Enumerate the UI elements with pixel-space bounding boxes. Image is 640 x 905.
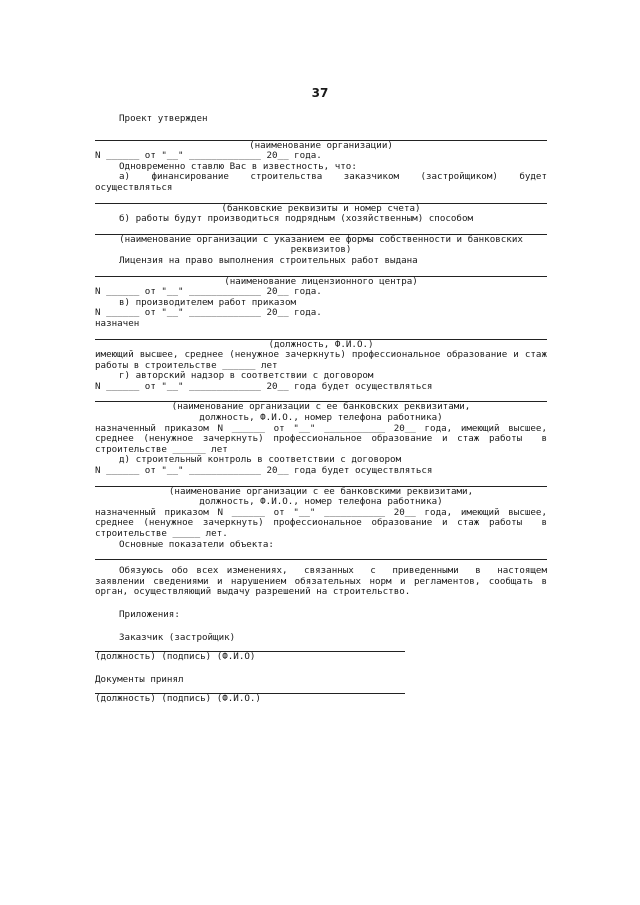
supervision-appointment: назначенный приказом N ______ от "__" ___________ 20__ года, имеющий высшее, среднее (ненужное зачеркнуть) профессиональное образование и стаж работы в строительстве ______ лет — [95, 422, 553, 455]
work-manager-name-field[interactable] — [95, 330, 547, 340]
application-document — [95, 113, 553, 705]
contractor-caption: (наименование организации с указанием ее формы собственности и банковских реквизитов) — [119, 233, 529, 256]
work-manager-order-line: N ______ от "__" _____________ 20__ года. — [95, 307, 322, 319]
supervision-org-caption-1: (наименование организации с ее банковских реквизитами, — [171, 401, 471, 413]
construction-control-contract: N ______ от "__" _____________ 20__ года будет осуществляться — [95, 465, 433, 477]
appointed-label: назначен — [95, 317, 140, 329]
license-center-caption: (наименование лицензионного центра) — [224, 275, 418, 287]
obligation-text: Обязуюсь обо всех изменениях, связанных с приведенными в настоящем заявлении сведениями и нарушением обязательных норм и регламентов, сообщать в орган, осуществляющий выдачу разрешений на строительство. — [95, 565, 553, 598]
work-manager-line: в) производителем работ приказом — [119, 296, 297, 308]
customer-label: Заказчик (застройщик) — [119, 631, 236, 643]
notice-intro: Одновременно ставлю Вас в известность, что: — [119, 160, 357, 172]
financing-line: а) финансирование строительства заказчиком (застройщиком) будет осуществляться — [95, 171, 553, 193]
license-number-line: N ______ от "__" _____________ 20__ года. — [95, 286, 322, 298]
object-indicators-field[interactable] — [95, 550, 547, 560]
supervision-org-caption-2: должность, Ф.И.О., номер телефона работника) — [199, 412, 443, 424]
control-org-caption-1: (наименование организации с ее банковскими реквизитами, — [168, 485, 474, 497]
author-supervision-contract: N ______ от "__" _____________ 20__ года будет осуществляться — [95, 380, 433, 392]
work-method-line: б) работы будут производиться подрядным (хозяйственным) способом — [119, 213, 474, 225]
construction-control-line: д) строительный контроль в соответствии с договором — [119, 454, 402, 466]
acceptor-signature-caption: (должность) (подпись) (Ф.И.О.) — [95, 693, 261, 705]
control-appointment: назначенный приказом N ______ от "__" ___________ 20__ года, имеющий высшее, среднее (ненужное зачеркнуть) профессиональное образование и стаж работы в строительстве _____ лет. — [95, 506, 553, 539]
work-manager-education: имеющий высшее, среднее (ненужное зачеркнуть) профессиональное образование и стаж работы в строительстве ______ лет — [95, 349, 553, 371]
work-manager-caption: (должность, Ф.И.О.) — [268, 338, 374, 350]
license-line: Лицензия на право выполнения строительных работ выдана — [119, 254, 418, 266]
control-org-caption-2: должность, Ф.И.О., номер телефона работника) — [199, 496, 443, 508]
documents-accepted-label: Документы принял — [95, 673, 184, 685]
author-supervision-line: г) авторский надзор в соответствии с договором — [119, 370, 374, 382]
project-approved-line: Проект утвержден — [119, 113, 208, 124]
bank-details-caption: (банковские реквизиты и номер счета) — [221, 202, 421, 214]
order-number-line: N ______ от "__" _____________ 20__ года. — [95, 150, 322, 162]
organization-name-caption: (наименование организации) — [249, 139, 393, 151]
object-indicators-label: Основные показатели объекта: — [119, 538, 274, 550]
attachments-label: Приложения: — [119, 608, 180, 620]
page-number: 37 — [311, 86, 329, 100]
customer-signature-caption: (должность) (подпись) (Ф.И.О) — [95, 651, 256, 663]
